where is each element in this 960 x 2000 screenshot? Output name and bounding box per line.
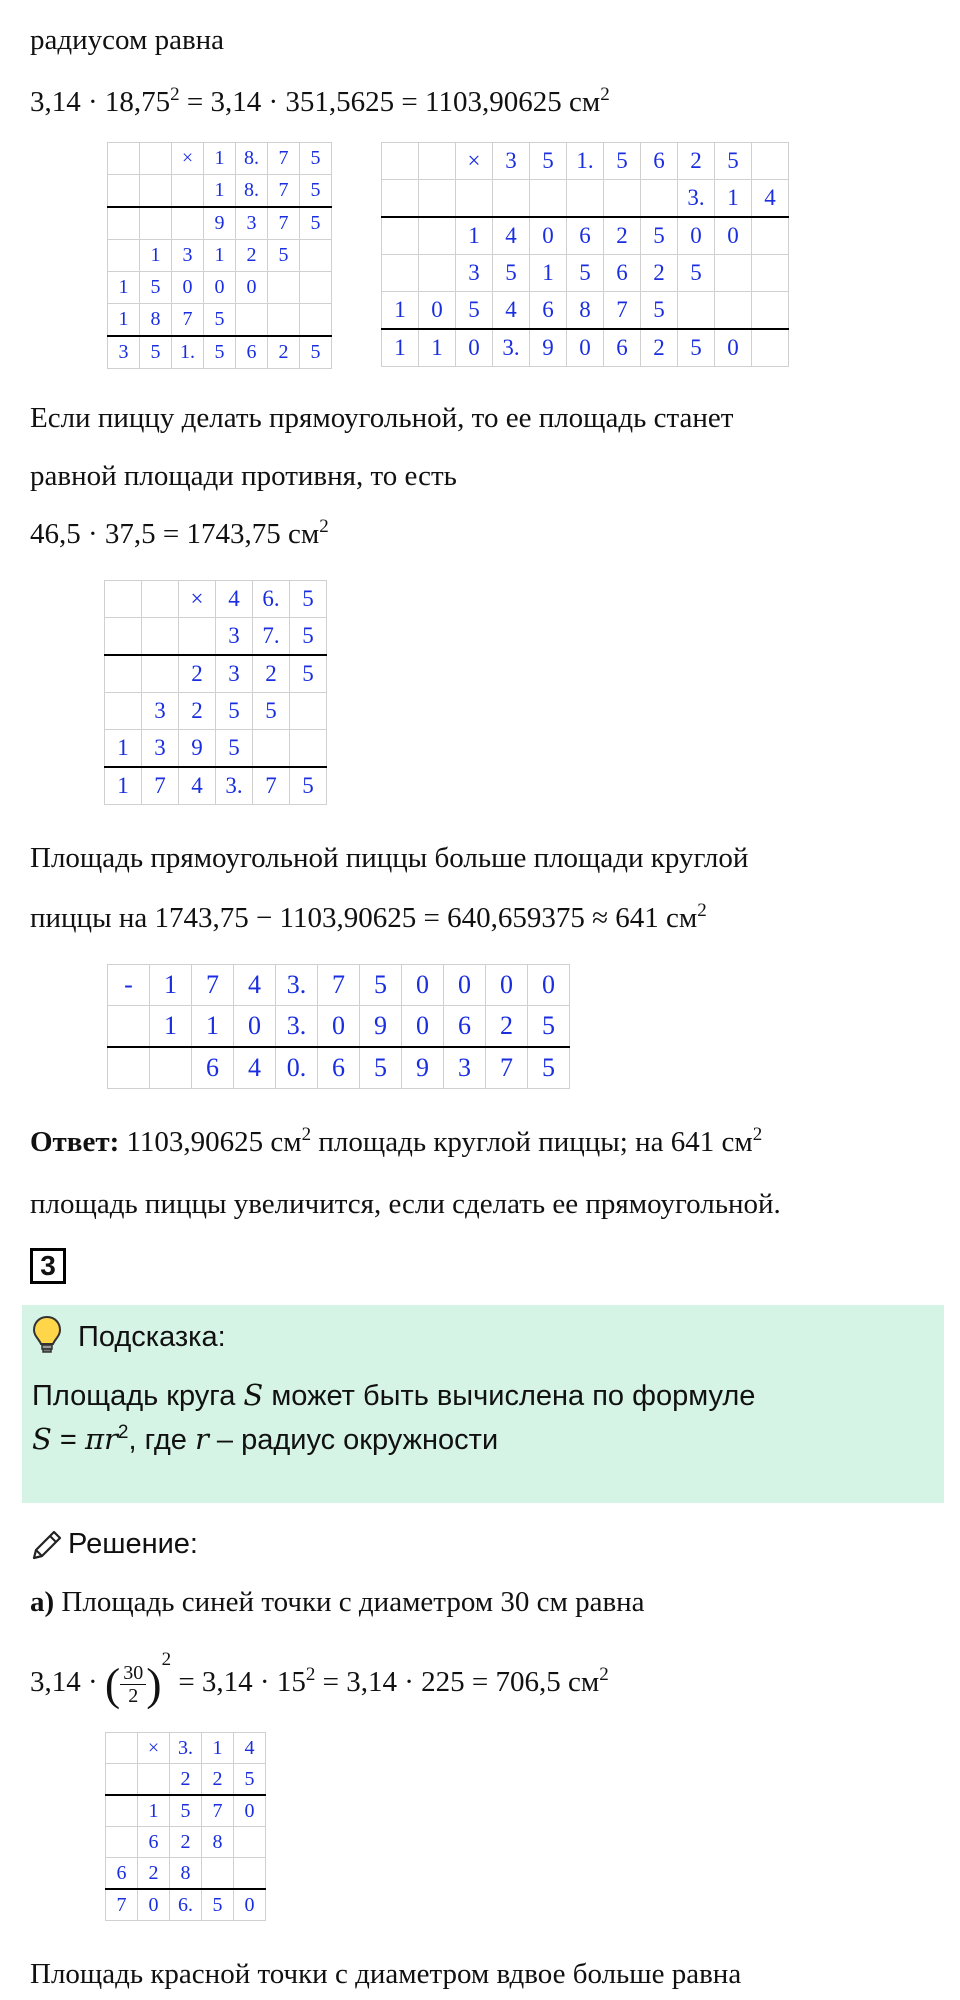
grid-cell [456,180,493,218]
grid-cell: 4 [216,581,253,618]
grid-cell: 8. [236,175,268,208]
grid-cell: 0 [419,292,456,330]
grid-cell [253,730,290,768]
lightbulb-icon [32,1315,62,1355]
grid-cell: 6 [530,292,567,330]
grid-cell: 5 [678,255,715,292]
grid-cell: 1 [150,965,192,1006]
grid-cell: 3 [216,655,253,693]
grid-cell [172,175,204,208]
answer-line1: Ответ: 1103,90625 $см^2$ площадь круглой пиццы; на 641 $см^2$ [30,1124,763,1158]
grid-cell: 2 [138,1858,170,1890]
multiplication-grid-46-5 [104,580,327,805]
grid-cell [641,180,678,218]
grid-cell: 2 [179,693,216,730]
solution-title: Решение: [68,1528,198,1560]
grid-cell: 5 [300,207,332,240]
grid-cell: 5 [253,693,290,730]
grid-cell: 3. [678,180,715,218]
grid-cell: 5 [360,1047,402,1089]
grid-cell: 1 [138,1795,170,1827]
grid-cell [268,272,300,304]
grid-cell [105,655,142,693]
grid-cell: 5 [456,292,493,330]
grid-cell: 5 [715,143,752,180]
intro-text: радиусом равна [30,24,225,56]
grid-cell [530,180,567,218]
grid-cell: 9 [402,1047,444,1089]
grid-cell: 0 [444,965,486,1006]
grid-cell [419,217,456,255]
grid-cell: 3 [142,730,179,768]
grid-cell [268,304,300,337]
grid-cell: 3 [456,255,493,292]
grid-cell: - [108,965,150,1006]
grid-cell: 6. [170,1889,202,1921]
hint-line1: Площадь круга S может быть вычислена по формуле [32,1378,756,1412]
grid-cell: 5 [300,336,332,369]
grid-cell: 9 [179,730,216,768]
grid-cell: 3 [108,336,140,369]
grid-cell [419,143,456,180]
grid-cell [106,1764,138,1796]
grid-cell [202,1858,234,1890]
intro-calculation: $3,14 \cdot 18,75^2 = 3,14 \cdot 351,5625 = 1103,90625$ $см^2$ [30,84,610,118]
grid-cell: 6 [106,1858,138,1890]
grid-cell: 5 [202,1889,234,1921]
grid-cell: 7 [106,1889,138,1921]
grid-cell: 5 [300,143,332,175]
grid-cell: 6 [318,1047,360,1089]
grid-cell: 5 [204,304,236,337]
grid-cell [419,180,456,218]
grid-cell: 0 [138,1889,170,1921]
grid-cell: 7 [172,304,204,337]
grid-cell: 5 [641,292,678,330]
grid-cell: 4 [752,180,789,218]
grid-cell [382,255,419,292]
grid-cell [300,304,332,337]
grid-cell: × [172,143,204,175]
grid-cell: 5 [567,255,604,292]
grid-cell [108,1006,150,1048]
grid-cell: 6 [236,336,268,369]
grid-cell [715,255,752,292]
grid-cell [140,143,172,175]
grid-cell [419,255,456,292]
para1-line1: Если пиццу делать прямоугольной, то ее площадь станет [30,402,734,434]
grid-cell: 0 [172,272,204,304]
grid-cell: 1 [105,730,142,768]
grid-cell: 1 [382,329,419,367]
grid-cell: 7 [192,965,234,1006]
grid-cell [752,143,789,180]
grid-cell: 3 [172,240,204,272]
grid-cell [234,1858,266,1890]
grid-cell: 0 [486,965,528,1006]
grid-cell: 4 [179,767,216,805]
grid-cell: 8 [567,292,604,330]
grid-cell: 5 [604,143,641,180]
grid-cell [715,292,752,330]
grid-cell [106,1733,138,1764]
grid-cell: 1 [202,1733,234,1764]
grid-cell: 4 [493,292,530,330]
grid-cell: 2 [678,143,715,180]
grid-cell: 7 [268,143,300,175]
grid-cell: 7. [253,618,290,656]
grid-cell: 1 [204,143,236,175]
grid-cell: 2 [641,255,678,292]
grid-cell: 2 [268,336,300,369]
grid-cell: 7 [253,767,290,805]
grid-cell: 5 [528,1006,570,1048]
grid-cell [142,581,179,618]
grid-cell: 5 [493,255,530,292]
grid-cell: 5 [641,217,678,255]
grid-cell: 3. [216,767,253,805]
grid-cell [752,217,789,255]
grid-cell [752,292,789,330]
grid-cell: 2 [170,1764,202,1796]
grid-cell: 0. [276,1047,318,1089]
grid-cell [567,180,604,218]
grid-cell [382,180,419,218]
grid-cell: 8 [170,1858,202,1890]
grid-cell: 7 [268,175,300,208]
para2-line1: Площадь прямоугольной пиццы больше площади круглой [30,842,749,874]
grid-cell: × [456,143,493,180]
grid-cell [752,329,789,367]
grid-cell: 1 [530,255,567,292]
grid-cell: 3. [276,1006,318,1048]
grid-cell: 0 [234,1795,266,1827]
grid-cell: × [179,581,216,618]
grid-cell: 3 [444,1047,486,1089]
grid-cell: 5 [290,655,327,693]
grid-cell: 2 [253,655,290,693]
grid-cell: 4 [234,1733,266,1764]
grid-cell [105,581,142,618]
grid-cell: 1 [140,240,172,272]
grid-cell [108,240,140,272]
hint-formula-line: $S = \pi r^2$, где r – радиус окружности [32,1422,499,1456]
grid-cell: 1 [382,292,419,330]
grid-cell [382,143,419,180]
grid-cell: 0 [234,1889,266,1921]
multiplication-grid-3-14 [105,1732,266,1921]
grid-cell: 2 [202,1764,234,1796]
grid-cell [493,180,530,218]
grid-cell [300,240,332,272]
grid-cell: 4 [234,965,276,1006]
grid-cell: 6 [192,1047,234,1089]
grid-cell: 1 [204,240,236,272]
grid-cell [106,1827,138,1858]
grid-cell: 1 [715,180,752,218]
grid-cell: 1 [192,1006,234,1048]
answer-line2: площадь пиццы увеличится, если сделать ее прямоугольной. [30,1188,781,1220]
grid-cell: 3. [170,1733,202,1764]
para1-line2: равной площади противня, то есть [30,460,457,492]
grid-cell: 5 [530,143,567,180]
grid-cell: 1 [456,217,493,255]
multiplication-grid-351-5625 [381,142,789,367]
grid-cell: 0 [318,1006,360,1048]
grid-cell: 1 [419,329,456,367]
grid-cell: 0 [204,272,236,304]
grid-cell: 0 [402,965,444,1006]
grid-cell: 1. [567,143,604,180]
grid-cell: 7 [268,207,300,240]
grid-cell: 0 [567,329,604,367]
grid-cell: 0 [715,217,752,255]
grid-cell: 0 [678,217,715,255]
grid-cell: 7 [486,1047,528,1089]
grid-cell: 8. [236,143,268,175]
grid-cell [382,217,419,255]
grid-cell: 0 [530,217,567,255]
grid-cell: 2 [486,1006,528,1048]
grid-cell: 5 [300,175,332,208]
grid-cell: 2 [641,329,678,367]
grid-cell: 2 [236,240,268,272]
grid-cell [140,175,172,208]
grid-cell: 5 [290,618,327,656]
grid-cell [678,292,715,330]
grid-cell: 5 [268,240,300,272]
grid-cell: 4 [234,1047,276,1089]
hint-title: Подсказка: [78,1321,226,1353]
grid-cell: 3. [493,329,530,367]
grid-cell: 1 [204,175,236,208]
grid-cell: 2 [170,1827,202,1858]
grid-cell: 2 [179,655,216,693]
grid-cell: 7 [142,767,179,805]
grid-cell: 3 [236,207,268,240]
grid-cell: 0 [715,329,752,367]
grid-cell [604,180,641,218]
grid-cell [142,618,179,656]
grid-cell: 6 [641,143,678,180]
para2-line2: пиццы на 1743,75 − 1103,90625 = 640,659375 ≈ 641 $см^2$ [30,900,707,934]
grid-cell: 5 [528,1047,570,1089]
pencil-icon [30,1528,64,1562]
grid-cell [138,1764,170,1796]
grid-cell [105,618,142,656]
grid-cell: 5 [204,336,236,369]
grid-cell [752,255,789,292]
grid-cell: 3 [493,143,530,180]
grid-cell: 7 [202,1795,234,1827]
grid-cell: 0 [528,965,570,1006]
grid-cell: 3. [276,965,318,1006]
para1-calculation: 46,5 · 37,5 = 1743,75 $см^2$ [30,516,329,550]
grid-cell: 6 [138,1827,170,1858]
grid-cell: 0 [234,1006,276,1048]
grid-cell: 8 [202,1827,234,1858]
grid-cell: 1 [108,304,140,337]
grid-cell: 7 [604,292,641,330]
grid-cell: 3 [216,618,253,656]
grid-cell: 5 [290,767,327,805]
grid-cell: 1. [172,336,204,369]
grid-cell: 0 [402,1006,444,1048]
grid-cell: 5 [678,329,715,367]
hint-box [22,1305,944,1503]
grid-cell [290,730,327,768]
grid-cell: 0 [236,272,268,304]
grid-cell [142,655,179,693]
grid-cell: 9 [204,207,236,240]
grid-cell: 4 [493,217,530,255]
grid-cell: 5 [170,1795,202,1827]
grid-cell: 8 [140,304,172,337]
final-line: Площадь красной точки с диаметром вдвое больше равна [30,1958,742,1990]
grid-cell [106,1795,138,1827]
solution-a-text: а) Площадь синей точки с диаметром 30 см равна [30,1586,645,1618]
grid-cell [105,693,142,730]
grid-cell: 5 [290,581,327,618]
grid-cell [172,207,204,240]
grid-cell: 1 [105,767,142,805]
grid-cell: 0 [456,329,493,367]
grid-cell [140,207,172,240]
grid-cell: 5 [140,336,172,369]
grid-cell [108,175,140,208]
grid-cell: 6. [253,581,290,618]
grid-cell: 2 [604,217,641,255]
grid-cell: 9 [360,1006,402,1048]
grid-cell: 6 [604,255,641,292]
grid-cell: 9 [530,329,567,367]
subtraction-grid [107,964,570,1089]
grid-cell: 3 [142,693,179,730]
answer-label: Ответ: [30,1126,120,1158]
grid-cell: 1 [150,1006,192,1048]
grid-cell [236,304,268,337]
grid-cell [290,693,327,730]
grid-cell [234,1827,266,1858]
grid-cell: 5 [140,272,172,304]
task-number: 3 [30,1248,66,1284]
grid-cell [108,207,140,240]
grid-cell: 5 [216,693,253,730]
grid-cell: 6 [604,329,641,367]
grid-cell: 6 [444,1006,486,1048]
grid-cell: 5 [234,1764,266,1796]
grid-cell [179,618,216,656]
grid-cell [108,1047,150,1089]
grid-cell [108,143,140,175]
grid-cell: 5 [360,965,402,1006]
grid-cell: 7 [318,965,360,1006]
multiplication-grid-18-75 [107,142,332,369]
grid-cell: 1 [108,272,140,304]
grid-cell: 5 [216,730,253,768]
solution-a-calculation: 3,14 · ( $\frac{30}{2}$ )$^2 = 3,14 \cdot 15^2 = 3,14 \cdot 225 = 706,5$ $см^2$ [30,1649,609,1710]
grid-cell [150,1047,192,1089]
grid-cell: 6 [567,217,604,255]
grid-cell: × [138,1733,170,1764]
grid-cell [300,272,332,304]
